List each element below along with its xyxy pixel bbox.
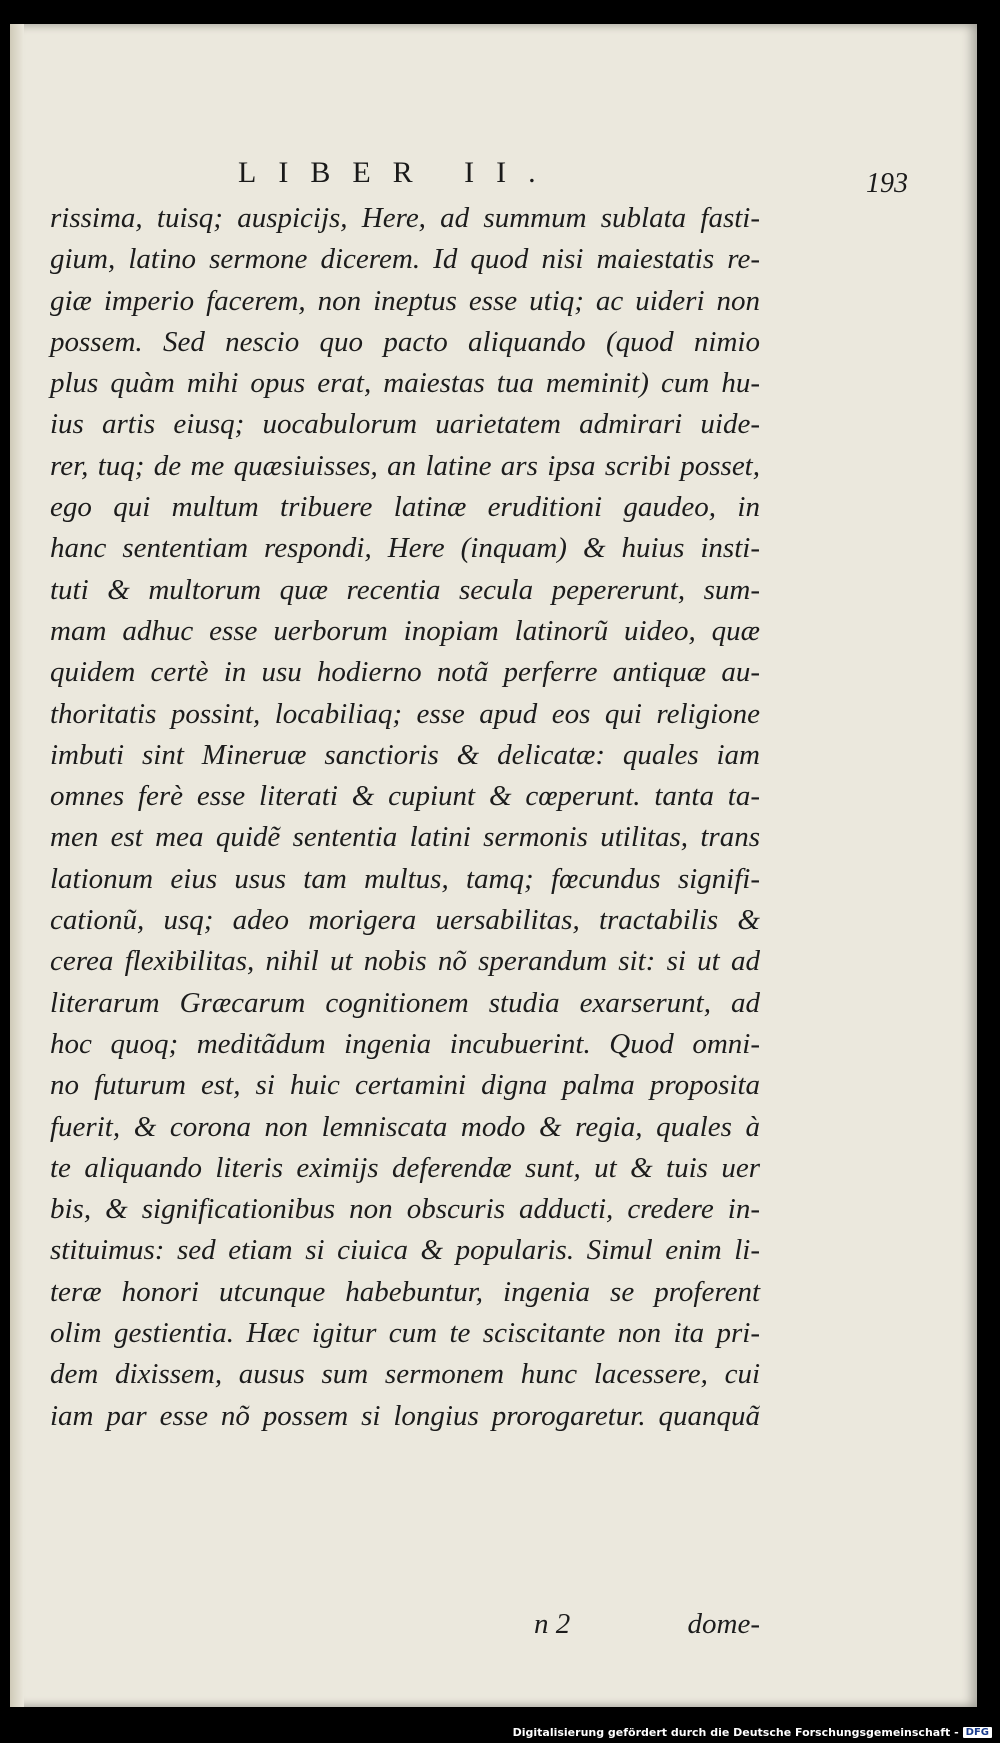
page-number: 193 [866, 168, 908, 199]
text-line: gium, latino sermone dicerem. Id quod nisi maiestatis re- [50, 243, 760, 276]
text-line: te aliquando literis eximijs deferendæ sunt, ut & tuis uer [50, 1151, 760, 1184]
text-line: teræ honori utcunque habebuntur, ingenia se proferent [50, 1275, 760, 1308]
dfg-logo: DFG [963, 1727, 992, 1738]
text-line: giæ imperio facerem, non ineptus esse utiq; ac uideri non [50, 284, 760, 317]
catchword: dome- [687, 1608, 760, 1640]
text-line: possem. Sed nescio quo pacto aliquando (quod nimio [50, 325, 760, 358]
footer-line [50, 1608, 760, 1648]
text-line: stituimus: sed etiam si ciuica & popularis. Simul enim li- [50, 1234, 760, 1267]
text-line: dem dixissem, ausus sum sermonem hunc lacessere, cui [50, 1358, 760, 1391]
text-line: fuerit, & corona non lemniscata modo & regia, quales à [50, 1110, 760, 1143]
text-block [50, 198, 760, 1640]
text-line: quidem certè in usu hodierno notã perferre antiquæ au- [50, 656, 760, 689]
text-line: olim gestientia. Hæc igitur cum te sciscitante non ita pri- [50, 1317, 760, 1350]
text-line: hanc sententiam respondi, Here (inquam) & huius insti- [50, 532, 760, 565]
text-line: rer, tuq; de me quæsiuisses, an latine ars ipsa scribi posset, [50, 449, 760, 482]
text-line: iam par esse nõ possem si longius prorogaretur. quanquã [50, 1399, 760, 1432]
text-line: mam adhuc esse uerborum inopiam latinorũ uideo, quæ [50, 614, 760, 647]
digitization-credit [513, 1726, 992, 1739]
text-line: imbuti sint Mineruæ sanctioris & delicatæ: quales iam [50, 738, 760, 771]
text-line: no futurum est, si huic certamini digna palma proposita [50, 1069, 760, 1102]
book-page [10, 24, 977, 1707]
text-line: rissima, tuisq; auspicijs, Here, ad summum sublata fasti- [50, 202, 760, 234]
page-gutter-shadow [10, 24, 24, 1707]
text-line: literarum Græcarum cognitionem studia exarserunt, ad [50, 986, 760, 1019]
text-line: bis, & significationibus non obscuris adducti, credere in- [50, 1193, 760, 1226]
text-line: thoritatis possint, locabiliaq; esse apud eos qui religione [50, 697, 760, 730]
signature-mark: n 2 [534, 1608, 571, 1640]
text-line: tuti & multorum quæ recentia secula pepererunt, sum- [50, 573, 760, 606]
text-line: cerea flexibilitas, nihil ut nobis nõ sperandum sit: si ut ad [50, 945, 760, 978]
text-line: omnes ferè esse literati & cupiunt & cœperunt. tanta ta- [50, 780, 760, 813]
text-line: men est mea quidẽ sententia latini sermonis utilitas, trans [50, 821, 760, 854]
running-head: LIBER II. [238, 156, 558, 189]
text-line: plus quàm mihi opus erat, maiestas tua meminit) cum hu- [50, 367, 760, 400]
text-line: hoc quoq; meditãdum ingenia incubuerint. Quod omni- [50, 1027, 760, 1060]
text-line: ego qui multum tribuere latinæ eruditioni gaudeo, in [50, 491, 760, 524]
credit-text: Digitalisierung gefördert durch die Deutsche Forschungsgemeinschaft - [512, 1726, 959, 1739]
text-line: lationum eius usus tam multus, tamq; fœcundus signifi- [50, 862, 760, 895]
text-line: cationũ, usq; adeo morigera uersabilitas, tractabilis & [50, 904, 760, 937]
text-line: ius artis eiusq; uocabulorum uarietatem admirari uide- [50, 408, 760, 441]
